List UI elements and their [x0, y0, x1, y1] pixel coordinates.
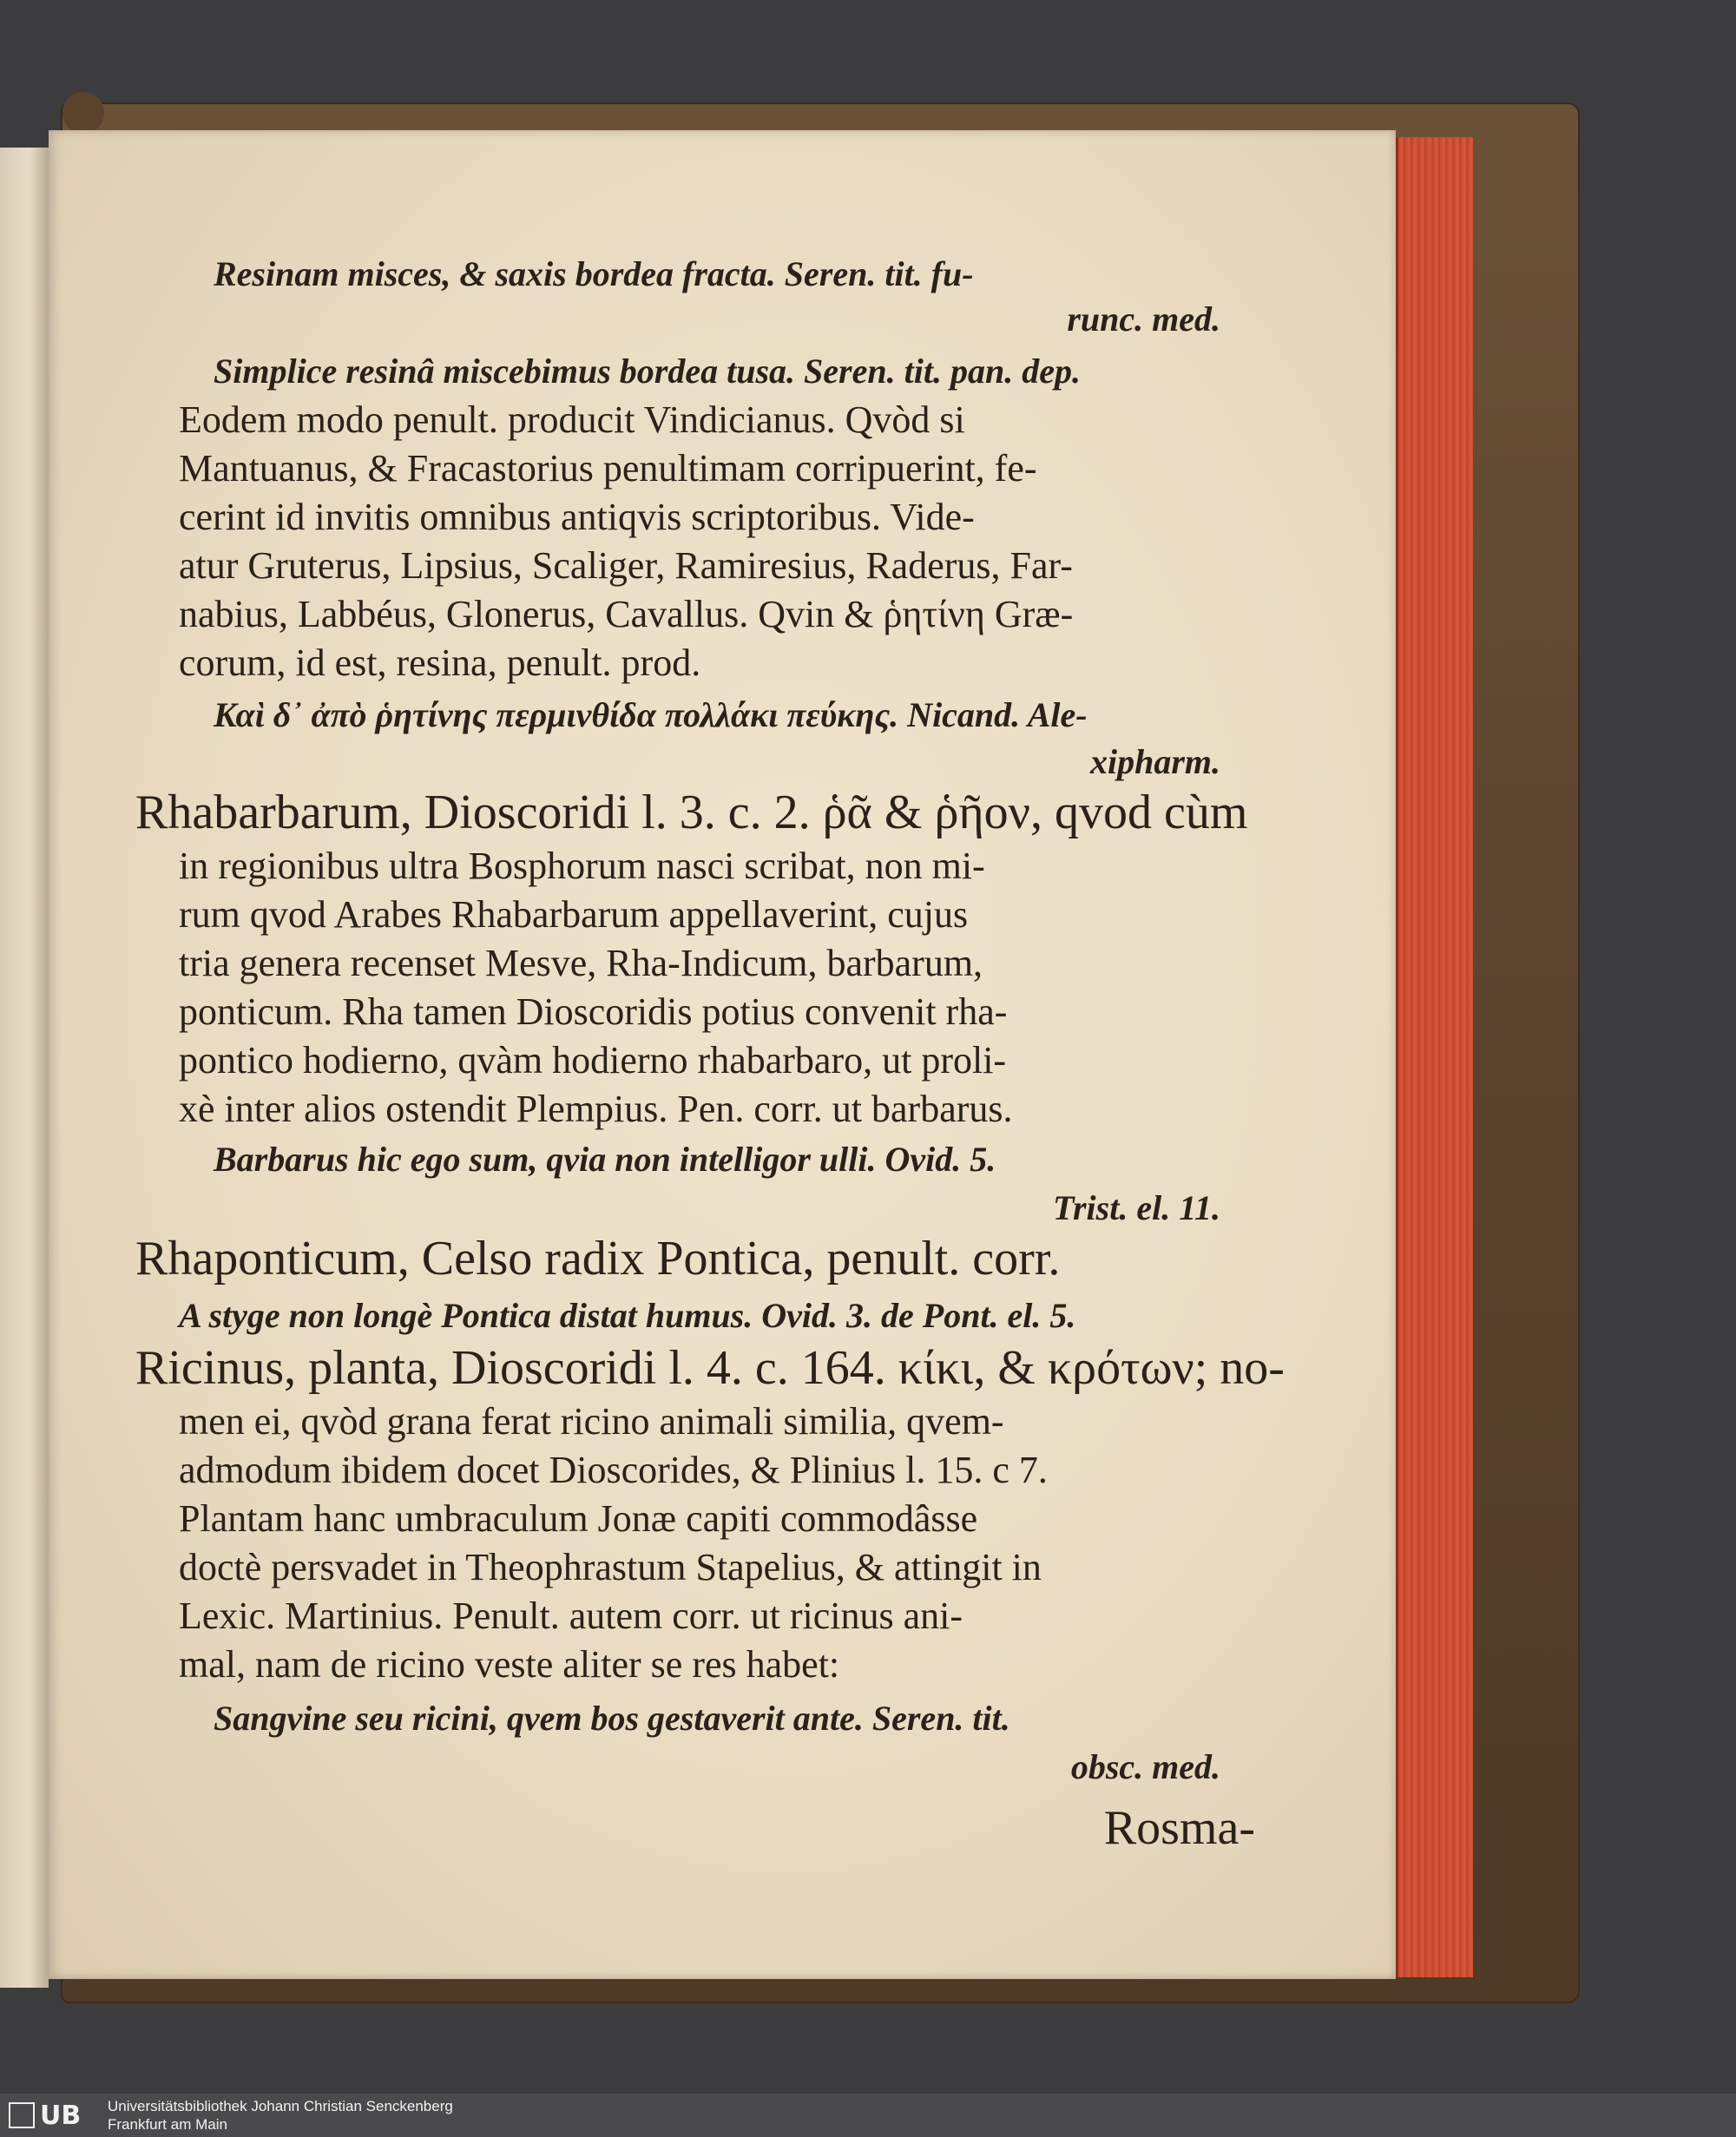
text-line: ponticum. Rha tamen Dioscoridis potius convenit rha- [179, 990, 1008, 1033]
previous-page-edge [0, 148, 49, 1988]
text-line: admodum ibidem docet Dioscorides, & Plinius l. 15. c 7. [179, 1449, 1048, 1491]
cover-tie [62, 92, 104, 134]
text-line: obsc. med. [1070, 1747, 1220, 1786]
institution-line-2: Frankfurt am Main [108, 2116, 227, 2133]
text-line: xipharm. [1089, 742, 1220, 781]
text-line: runc. med. [1067, 299, 1220, 339]
entry-rhaponticum: Rhaponticum, Celso radix Pontica, penult. corr. [135, 1232, 1061, 1285]
text-line: xè inter alios ostendit Plempius. Pen. corr. ut barbarus. [179, 1088, 1013, 1130]
text-line: Plantam hanc umbraculum Jonæ capiti commodâsse [179, 1497, 978, 1540]
text-line: Barbarus hic ego sum, qvia non intelligor ulli. Ovid. 5. [214, 1140, 996, 1179]
institution-name [108, 2097, 453, 2134]
logo-text: UB [40, 2100, 82, 2131]
text-line: Mantuanus, & Fracastorius penultimam corripuerint, fe- [179, 447, 1037, 490]
text-line: rum qvod Arabes Rhabarbarum appellaverint, cujus [179, 893, 969, 936]
entry-rhabarbarum: Rhabarbarum, Dioscoridi l. 3. c. 2. ῥᾶ & ῥῆον, qvod cùm [135, 786, 1248, 839]
text-line: atur Gruterus, Lipsius, Scaliger, Ramiresius, Raderus, Far- [179, 544, 1073, 587]
text-line: Καὶ δ᾽ ἀπὸ ῥητίνης περμινθίδα πολλάκι πεύκης. Nicand. Ale- [214, 695, 1088, 734]
book-page [49, 130, 1396, 1979]
text-line: in regionibus ultra Bosphorum nasci scribat, non mi- [179, 845, 985, 887]
text-line: A styge non longè Pontica distat humus. Ovid. 3. de Pont. el. 5. [179, 1296, 1076, 1335]
library-footer [0, 2094, 1736, 2137]
text-line: tria genera recenset Mesve, Rha-Indicum, barbarum, [179, 942, 983, 984]
text-line: Eodem modo penult. producit Vindicianus. Qvòd si [179, 398, 965, 441]
text-line: mal, nam de ricino veste aliter se res habet: [179, 1643, 840, 1686]
entry-ricinus: Ricinus, planta, Dioscoridi l. 4. c. 164. κίκι, & κρότων; no- [135, 1341, 1285, 1395]
text-line: Trist. el. 11. [1053, 1188, 1220, 1227]
text-line: Resinam misces, & saxis bordea fracta. Seren. tit. fu- [214, 254, 974, 293]
text-line: Simplice resinâ miscebimus bordea tusa. Seren. tit. pan. dep. [214, 352, 1081, 391]
red-fore-edge [1396, 137, 1473, 1977]
ub-logo [9, 2099, 95, 2132]
text-line: pontico hodierno, qvàm hodierno rhabarbaro, ut proli- [179, 1039, 1007, 1082]
text-line: Sangvine seu ricini, qvem bos gestaverit ante. Seren. tit. [214, 1699, 1010, 1738]
text-line: cerint id invitis omnibus antiqvis scriptoribus. Vide- [179, 496, 975, 538]
logo-square-icon [9, 2102, 35, 2128]
catchword: Rosma- [1103, 1801, 1255, 1855]
institution-line-1: Universitätsbibliothek Johann Christian Senckenberg [108, 2098, 453, 2114]
text-line: nabius, Labbéus, Glonerus, Cavallus. Qvin & ῥητίνη Græ- [179, 593, 1074, 635]
text-line: corum, id est, resina, penult. prod. [179, 641, 701, 684]
text-line: men ei, qvòd grana ferat ricino animali similia, qvem- [179, 1400, 1004, 1443]
text-line: doctè persvadet in Theophrastum Stapelius, & attingit in [179, 1546, 1042, 1588]
text-line: Lexic. Martinius. Penult. autem corr. ut ricinus ani- [179, 1595, 963, 1637]
